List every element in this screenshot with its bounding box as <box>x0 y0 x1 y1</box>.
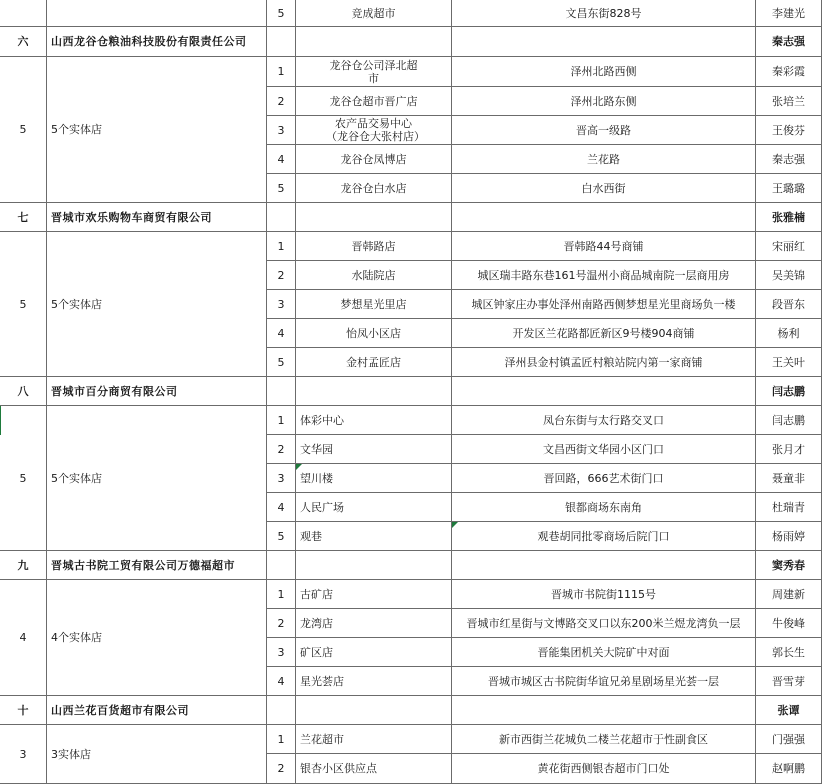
group-description-cell[interactable]: 5个实体店 <box>47 406 267 551</box>
group-description-cell[interactable]: 5个实体店 <box>47 57 267 203</box>
empty-cell[interactable] <box>296 203 452 232</box>
store-contact-cell[interactable]: 门强强 <box>756 725 822 754</box>
store-name-cell[interactable]: 望川楼 <box>296 464 452 493</box>
store-number-cell[interactable]: 3 <box>267 290 296 319</box>
group-count-cell[interactable]: 5 <box>0 232 47 377</box>
store-address-cell[interactable]: 晋高一级路 <box>452 116 756 145</box>
store-contact-cell[interactable]: 牛俊峰 <box>756 609 822 638</box>
store-name-cell[interactable]: 龙谷仓超市晋广店 <box>296 87 452 116</box>
group-description-cell[interactable]: 4个实体店 <box>47 580 267 696</box>
store-contact-cell[interactable]: 张月才 <box>756 435 822 464</box>
store-number-cell[interactable]: 4 <box>267 145 296 174</box>
store-number-cell[interactable]: 5 <box>267 522 296 551</box>
store-number-cell[interactable]: 4 <box>267 667 296 696</box>
store-address-cell[interactable]: 文昌西街文华园小区门口 <box>452 435 756 464</box>
store-contact-cell[interactable]: 聂童非 <box>756 464 822 493</box>
group-description-cell[interactable]: 5个实体店 <box>47 232 267 377</box>
store-number-cell[interactable]: 4 <box>267 319 296 348</box>
store-address-cell[interactable]: 文昌东街828号 <box>452 0 756 27</box>
store-address-cell[interactable]: 泽州北路西侧 <box>452 57 756 87</box>
store-name-cell[interactable]: 龙谷仓凤博店 <box>296 145 452 174</box>
store-number-cell[interactable]: 5 <box>267 348 296 377</box>
store-number-cell[interactable]: 5 <box>267 0 296 27</box>
store-address-cell[interactable]: 晋城市书院街1115号 <box>452 580 756 609</box>
empty-cell[interactable] <box>452 203 756 232</box>
empty-cell[interactable] <box>452 27 756 57</box>
empty-cell[interactable] <box>296 551 452 580</box>
store-name-cell[interactable]: 观巷 <box>296 522 452 551</box>
store-address-cell[interactable]: 新市西街兰花城负二楼兰花超市于性副食区 <box>452 725 756 754</box>
store-number-cell[interactable]: 1 <box>267 57 296 87</box>
store-contact-cell[interactable]: 王关叶 <box>756 348 822 377</box>
store-contact-cell[interactable]: 杜瑞青 <box>756 493 822 522</box>
store-number-cell[interactable]: 3 <box>267 638 296 667</box>
store-contact-cell[interactable]: 宋丽红 <box>756 232 822 261</box>
store-contact-cell[interactable]: 杨利 <box>756 319 822 348</box>
store-name-cell[interactable]: 怡凤小区店 <box>296 319 452 348</box>
store-name-cell[interactable]: 龙湾店 <box>296 609 452 638</box>
store-number-cell[interactable]: 1 <box>267 580 296 609</box>
store-address-cell[interactable]: 开发区兰花路都匠新区9号楼904商铺 <box>452 319 756 348</box>
store-contact-cell[interactable]: 郭长生 <box>756 638 822 667</box>
empty-cell[interactable] <box>296 27 452 57</box>
store-name-cell[interactable]: 晋韩路店 <box>296 232 452 261</box>
store-contact-cell[interactable]: 段晋东 <box>756 290 822 319</box>
selection-edge <box>0 406 1 435</box>
store-address-cell[interactable]: 观巷胡同批零商场后院门口 <box>452 522 756 551</box>
store-contact-cell[interactable]: 李建光 <box>756 0 822 27</box>
empty-cell[interactable] <box>47 0 267 27</box>
cell-marker <box>452 522 458 528</box>
store-contact-cell[interactable]: 周建新 <box>756 580 822 609</box>
cell-marker <box>296 464 302 470</box>
store-contact-cell[interactable]: 闫志鹏 <box>756 406 822 435</box>
store-name-cell[interactable]: 人民广场 <box>296 493 452 522</box>
store-name-cell[interactable]: 水陆院店 <box>296 261 452 290</box>
store-contact-cell[interactable]: 晋雪芽 <box>756 667 822 696</box>
company-contact-cell[interactable]: 闫志鹏 <box>756 377 822 406</box>
store-number-cell[interactable]: 2 <box>267 435 296 464</box>
company-contact-cell[interactable]: 张雅楠 <box>756 203 822 232</box>
store-address-cell[interactable]: 晋韩路44号商铺 <box>452 232 756 261</box>
group-description-cell[interactable]: 3实体店 <box>47 725 267 784</box>
store-name-cell[interactable]: 龙谷仓白水店 <box>296 174 452 203</box>
company-contact-cell[interactable]: 张谭 <box>756 696 822 725</box>
group-count-cell[interactable]: 4 <box>0 580 47 696</box>
company-name-cell[interactable]: 晋城市百分商贸有限公司 <box>47 377 267 406</box>
store-address-cell[interactable]: 晋城市红星街与文博路交叉口以东200米兰煜龙湾负一层 <box>452 609 756 638</box>
store-address-cell[interactable]: 银都商场东南角 <box>452 493 756 522</box>
store-address-cell[interactable]: 黄花街西侧银杏超市门口处 <box>452 754 756 784</box>
empty-cell[interactable] <box>0 0 47 27</box>
store-number-cell[interactable]: 2 <box>267 87 296 116</box>
empty-cell[interactable] <box>452 377 756 406</box>
empty-cell[interactable] <box>452 551 756 580</box>
company-index-cell[interactable]: 七 <box>0 203 47 232</box>
store-address-cell[interactable]: 泽州北路东侧 <box>452 87 756 116</box>
store-name-cell[interactable]: 竞成超市 <box>296 0 452 27</box>
store-contact-cell[interactable]: 秦彩霞 <box>756 57 822 87</box>
store-contact-cell[interactable]: 杨雨婷 <box>756 522 822 551</box>
company-contact-cell[interactable]: 秦志强 <box>756 27 822 57</box>
store-name-cell[interactable]: 梦想星光里店 <box>296 290 452 319</box>
store-contact-cell[interactable]: 王俊芬 <box>756 116 822 145</box>
store-number-cell[interactable]: 4 <box>267 493 296 522</box>
store-name-cell[interactable]: 古矿店 <box>296 580 452 609</box>
company-name-cell[interactable]: 晋城市欢乐购物车商贸有限公司 <box>47 203 267 232</box>
store-number-cell[interactable]: 1 <box>267 725 296 754</box>
store-address-cell[interactable]: 泽州县金村镇孟匠村粮站院内第一家商铺 <box>452 348 756 377</box>
store-number-cell[interactable]: 2 <box>267 609 296 638</box>
store-address-cell[interactable]: 兰花路 <box>452 145 756 174</box>
company-name-cell[interactable]: 山西龙谷仓粮油科技股份有限责任公司 <box>47 27 267 57</box>
store-address-cell[interactable]: 城区瑞丰路东巷161号温州小商品城南院一层商用房 <box>452 261 756 290</box>
store-contact-cell[interactable]: 王璐璐 <box>756 174 822 203</box>
company-name-cell[interactable]: 晋城古书院工贸有限公司万德福超市 <box>47 551 267 580</box>
store-address-cell[interactable]: 凤台东街与太行路交叉口 <box>452 406 756 435</box>
store-name-cell[interactable]: 星光荟店 <box>296 667 452 696</box>
store-name-cell[interactable]: 龙谷仓公司泽北超市 <box>296 57 452 87</box>
empty-cell[interactable] <box>267 27 296 57</box>
store-number-cell[interactable]: 2 <box>267 754 296 784</box>
store-name-cell[interactable]: 金村孟匠店 <box>296 348 452 377</box>
store-contact-cell[interactable]: 吴美锦 <box>756 261 822 290</box>
company-index-cell[interactable]: 十 <box>0 696 47 725</box>
store-address-cell[interactable]: 晋回路，666艺术街门口 <box>452 464 756 493</box>
store-contact-cell[interactable]: 赵啊鹏 <box>756 754 822 784</box>
store-number-cell[interactable]: 1 <box>267 406 296 435</box>
store-number-cell[interactable]: 3 <box>267 116 296 145</box>
store-name-cell[interactable]: 兰花超市 <box>296 725 452 754</box>
store-name-cell[interactable]: 矿区店 <box>296 638 452 667</box>
company-index-cell[interactable]: 八 <box>0 377 47 406</box>
empty-cell[interactable] <box>452 696 756 725</box>
group-count-cell[interactable]: 5 <box>0 57 47 203</box>
company-index-cell[interactable]: 六 <box>0 27 47 57</box>
store-number-cell[interactable]: 3 <box>267 464 296 493</box>
empty-cell[interactable] <box>267 551 296 580</box>
store-number-cell[interactable]: 5 <box>267 174 296 203</box>
company-index-cell[interactable]: 九 <box>0 551 47 580</box>
empty-cell[interactable] <box>267 203 296 232</box>
empty-cell[interactable] <box>296 377 452 406</box>
store-name-cell[interactable]: 文华园 <box>296 435 452 464</box>
group-count-cell[interactable]: 5 <box>0 406 47 551</box>
store-contact-cell[interactable]: 秦志强 <box>756 145 822 174</box>
group-count-cell[interactable]: 3 <box>0 725 47 784</box>
store-number-cell[interactable]: 1 <box>267 232 296 261</box>
store-name-cell[interactable]: 农产品交易中心（龙谷仓大张村店） <box>296 116 452 145</box>
store-address-cell[interactable]: 白水西街 <box>452 174 756 203</box>
company-contact-cell[interactable]: 窦秀春 <box>756 551 822 580</box>
store-name-cell[interactable]: 体彩中心 <box>296 406 452 435</box>
empty-cell[interactable] <box>267 377 296 406</box>
store-address-cell[interactable]: 晋城市城区古书院街华谊兄弟星剧场星光荟一层 <box>452 667 756 696</box>
store-contact-cell[interactable]: 张培兰 <box>756 87 822 116</box>
company-name-cell[interactable]: 山西兰花百货超市有限公司 <box>47 696 267 725</box>
store-address-cell[interactable]: 晋能集团机关大院矿中对面 <box>452 638 756 667</box>
empty-cell[interactable] <box>296 696 452 725</box>
store-name-cell[interactable]: 银杏小区供应点 <box>296 754 452 784</box>
empty-cell[interactable] <box>267 696 296 725</box>
store-address-cell[interactable]: 城区钟家庄办事处泽州南路西侧梦想星光里商场负一楼 <box>452 290 756 319</box>
store-number-cell[interactable]: 2 <box>267 261 296 290</box>
